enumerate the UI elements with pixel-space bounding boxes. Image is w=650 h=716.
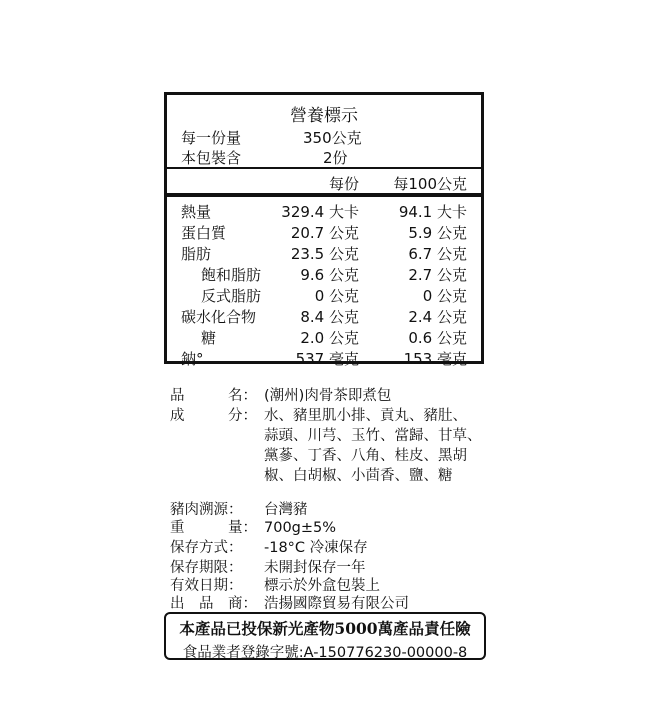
- nutrient-row: [167, 285, 481, 307]
- ingredients-line: 椒、白胡椒、小茴香、鹽、糖: [264, 468, 453, 484]
- divider-thick: [167, 193, 481, 197]
- ingredients-line: 黨蔘、丁香、八角、桂皮、黑胡: [264, 448, 467, 464]
- nutrient-row: [167, 306, 481, 328]
- nutrient-value-per-100g: 94.1 大卡: [398, 203, 467, 221]
- nutrient-value-per-100g: 0.6 公克: [408, 329, 467, 347]
- nutrition-title: 營養標示: [290, 106, 358, 126]
- product-name-value: (潮州)肉骨茶即煮包: [264, 388, 392, 404]
- nutrient-value-per-100g: 5.9 公克: [408, 224, 467, 242]
- nutrient-value-per-100g: 153 毫克: [403, 350, 467, 368]
- nutrient-value-per-100g: 2.4 公克: [408, 308, 467, 326]
- nutrient-value-per-100g: 0 公克: [422, 287, 467, 305]
- shelf-life-value: 未開封保存一年: [264, 560, 366, 576]
- serving-size-label: 每一份量: [181, 129, 242, 147]
- insurance-badge: [164, 612, 486, 660]
- nutrition-facts-panel: [164, 92, 484, 368]
- manufacturer-label: 出 品 商：: [170, 596, 257, 612]
- nutrient-value-per-serving: 8.4 公克: [300, 308, 359, 326]
- pork-origin-label: 豬肉溯源：: [170, 502, 243, 518]
- nutrient-name: 反式脂肪: [201, 287, 262, 305]
- nutrient-name: 糖: [201, 329, 217, 347]
- nutrient-name: 鈉°: [181, 350, 204, 368]
- product-name-label: 品 名：: [170, 388, 257, 404]
- nutrient-row: [167, 243, 481, 265]
- nutrient-row: [167, 222, 481, 244]
- ingredients-line: 蒜頭、川芎、玉竹、當歸、甘草、: [264, 428, 482, 444]
- nutrient-row: [167, 201, 481, 223]
- nutrient-row: [167, 327, 481, 349]
- shelf-life-label: 保存期限：: [170, 560, 243, 576]
- nutrient-value-per-100g: 6.7 公克: [408, 245, 467, 263]
- divider-thin: [167, 167, 481, 169]
- column-header-per-serving: 每份: [328, 175, 359, 193]
- expiry-value: 標示於外盒包裝上: [264, 578, 380, 594]
- nutrient-row: [167, 264, 481, 286]
- nutrient-value-per-serving: 20.7 公克: [290, 224, 359, 242]
- nutrient-name: 飽和脂肪: [201, 266, 262, 284]
- nutrient-value-per-serving: 2.0 公克: [300, 329, 359, 347]
- nutrient-value-per-serving: 23.5 公克: [290, 245, 359, 263]
- storage-label: 保存方式：: [170, 540, 243, 556]
- servings-per-package-value: 2份: [323, 149, 348, 167]
- nutrient-value-per-serving: 0 公克: [314, 287, 359, 305]
- nutrient-value-per-100g: 2.7 公克: [408, 266, 467, 284]
- weight-label: 重 量：: [170, 520, 257, 536]
- column-header-per-100g: 每100公克: [393, 175, 467, 193]
- nutrient-value-per-serving: 329.4 大卡: [281, 203, 359, 221]
- manufacturer-value: 浩揚國際貿易有限公司: [264, 596, 409, 612]
- ingredients-line: 水、豬里肌小排、貢丸、豬肚、: [264, 408, 467, 424]
- nutrient-name: 碳水化合物: [181, 308, 257, 326]
- serving-size-value: 350公克: [303, 129, 362, 147]
- pork-origin-value: 台灣豬: [264, 502, 308, 518]
- storage-value: -18°C 冷凍保存: [264, 540, 368, 556]
- nutrient-row: [167, 348, 481, 370]
- expiry-label: 有效日期：: [170, 578, 243, 594]
- weight-value: 700g±5%: [264, 520, 337, 536]
- registration-number: 食品業者登錄字號:A-150776230-00000-8: [182, 645, 468, 661]
- nutrient-name: 蛋白質: [181, 224, 227, 242]
- ingredients-label: 成 分：: [170, 408, 257, 424]
- nutrient-value-per-serving: 537 毫克: [295, 350, 359, 368]
- nutrient-name: 熱量: [181, 203, 212, 221]
- servings-per-package-label: 本包裝含: [181, 149, 242, 167]
- insurance-title: 本產品已投保新光產物5000萬產品責任險: [179, 619, 471, 638]
- nutrient-value-per-serving: 9.6 公克: [300, 266, 359, 284]
- nutrient-name: 脂肪: [181, 245, 212, 263]
